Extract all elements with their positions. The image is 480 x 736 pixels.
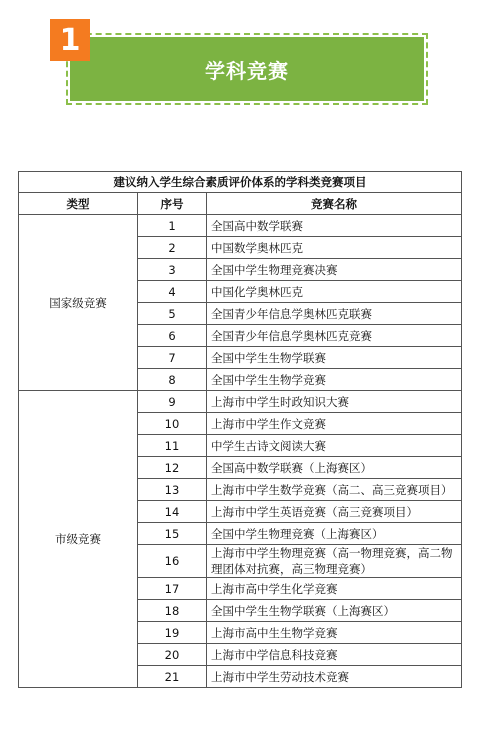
section-banner (70, 37, 424, 101)
competition-name-cell: 中国化学奥林匹克 (207, 281, 462, 303)
competition-name-cell: 全国高中数学联赛 (207, 215, 462, 237)
competition-number-cell: 12 (138, 457, 207, 479)
table-row (19, 391, 462, 413)
competition-name-cell: 上海市高中学生化学竞赛 (207, 578, 462, 600)
competition-name-cell: 全国青少年信息学奥林匹克竞赛 (207, 325, 462, 347)
competition-name-cell: 全国中学生物理竞赛决赛 (207, 259, 462, 281)
competition-name-cell: 上海市中学信息科技竞赛 (207, 644, 462, 666)
competition-name-cell: 上海市高中生生物学竞赛 (207, 622, 462, 644)
competition-number-cell: 7 (138, 347, 207, 369)
competition-number-cell: 13 (138, 479, 207, 501)
competition-name-cell: 上海市中学生作文竞赛 (207, 413, 462, 435)
competition-name-cell: 上海市中学生劳动技术竞赛 (207, 666, 462, 688)
competition-name-cell: 中国数学奥林匹克 (207, 237, 462, 259)
table-row (19, 215, 462, 237)
competition-name-cell: 全国中学生物理竞赛（上海赛区） (207, 523, 462, 545)
header-name: 竞赛名称 (207, 193, 462, 215)
competition-level-cell: 市级竞赛 (19, 391, 138, 688)
table-header-row (19, 193, 462, 215)
competition-number-cell: 4 (138, 281, 207, 303)
competition-name-cell: 上海市中学生物理竞赛（高一物理竞赛，高二物理团体对抗赛，高三物理竞赛） (207, 545, 462, 578)
section-header (50, 19, 432, 109)
competition-number-cell: 6 (138, 325, 207, 347)
competition-number-cell: 1 (138, 215, 207, 237)
competition-number-cell: 3 (138, 259, 207, 281)
competition-name-cell: 全国中学生生物学联赛（上海赛区） (207, 600, 462, 622)
competition-number-cell: 18 (138, 600, 207, 622)
competition-number-cell: 10 (138, 413, 207, 435)
section-number-badge: 1 (50, 19, 90, 61)
competition-number-cell: 16 (138, 545, 207, 578)
section-title: 学科竞赛 (205, 58, 289, 83)
header-type: 类型 (19, 193, 138, 215)
competition-name-cell: 上海市中学生英语竞赛（高三竞赛项目） (207, 501, 462, 523)
competition-number-cell: 14 (138, 501, 207, 523)
competition-number-cell: 17 (138, 578, 207, 600)
competition-name-cell: 上海市中学生数学竞赛（高二、高三竞赛项目） (207, 479, 462, 501)
competition-level-cell: 国家级竞赛 (19, 215, 138, 391)
competition-table (18, 171, 462, 688)
competition-number-cell: 8 (138, 369, 207, 391)
competition-name-cell: 上海市中学生时政知识大赛 (207, 391, 462, 413)
competition-name-cell: 中学生古诗文阅读大赛 (207, 435, 462, 457)
competition-name-cell: 全国中学生生物学竞赛 (207, 369, 462, 391)
competition-number-cell: 2 (138, 237, 207, 259)
competition-name-cell: 全国中学生生物学联赛 (207, 347, 462, 369)
competition-name-cell: 全国青少年信息学奥林匹克联赛 (207, 303, 462, 325)
table-caption: 建议纳入学生综合素质评价体系的学科类竞赛项目 (19, 172, 462, 193)
competition-number-cell: 11 (138, 435, 207, 457)
competition-number-cell: 9 (138, 391, 207, 413)
competition-number-cell: 21 (138, 666, 207, 688)
competition-name-cell: 全国高中数学联赛（上海赛区） (207, 457, 462, 479)
competition-number-cell: 5 (138, 303, 207, 325)
competition-number-cell: 19 (138, 622, 207, 644)
header-number: 序号 (138, 193, 207, 215)
competition-number-cell: 20 (138, 644, 207, 666)
competition-number-cell: 15 (138, 523, 207, 545)
